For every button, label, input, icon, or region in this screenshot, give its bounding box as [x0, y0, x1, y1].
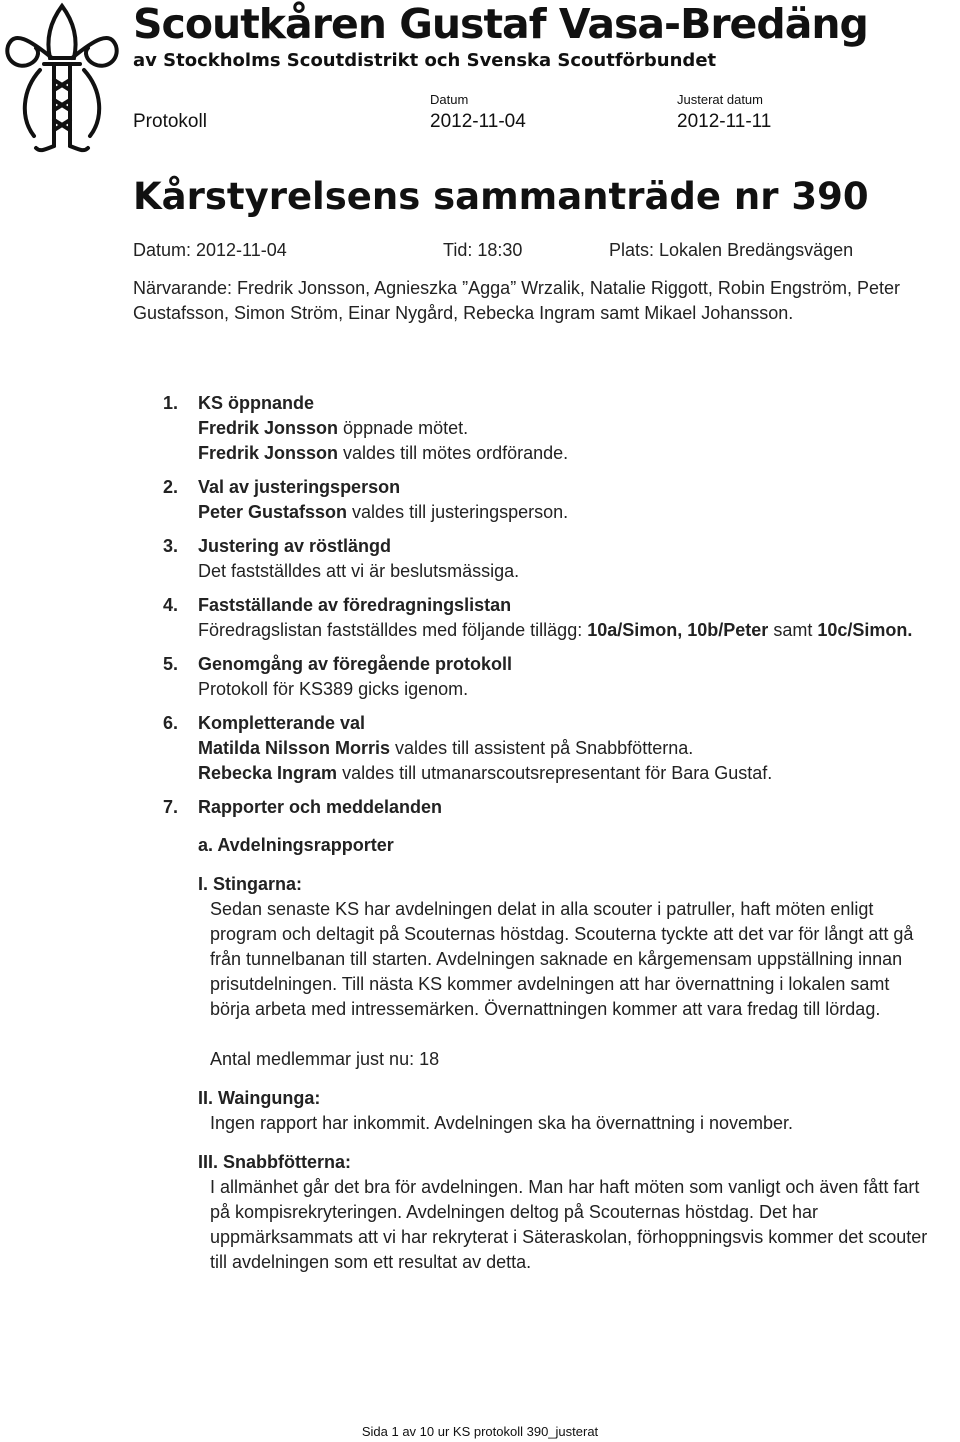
- item-text: öppnade mötet.: [338, 418, 469, 438]
- agenda-item-6: [163, 711, 933, 786]
- page-footer: Sida 1 av 10 ur KS protokoll 390_justerat: [361, 1424, 599, 1439]
- organization-name: Scoutkåren Gustaf Vasa-Bredäng: [133, 0, 868, 48]
- unit-report-text: Sedan senaste KS har avdelningen delat in alla scouter i patruller, haft möten enligt program och deltagit på Scouternas höstdag. Scouterna tyckte att det var för långt att gå från tunnelbanan till starten. Avdelningen saknade en kårgemensam uppställning innan prisutdelningen. Till nästa KS kommer avdelningen att har övernattning i lokalen samt börja arbeta med intressemärken. Övernattningen kommer att vara fredag till lördag.: [210, 899, 914, 1019]
- unit-report-stingarna: [198, 872, 933, 1072]
- item-text: valdes till mötes ordförande.: [338, 443, 569, 463]
- document-title: Kårstyrelsens sammanträde nr 390: [133, 175, 869, 218]
- adjusted-date-value: 2012-11-11: [677, 111, 772, 132]
- item-heading: Rapporter och meddelanden: [198, 797, 443, 817]
- item-text: Protokoll för KS389 gicks igenom.: [198, 679, 469, 699]
- agenda-item-7: [163, 795, 933, 1275]
- person-name: Rebecka Ingram: [198, 763, 338, 783]
- date-label: Datum: [430, 92, 469, 107]
- item-text: samt: [768, 620, 818, 640]
- item-number: 5.: [163, 654, 179, 674]
- unit-report-text: I allmänhet går det bra för avdelningen. Man har haft möten som vanligt och även fått fart på kompisrekryteringen. Avdelningen deltog på Scouternas höstdag. Det har uppmärksammats att vi har rekryterat i Säteraskolan, förhoppningsvis kommer det scouter till avdelningen som ett resultat av detta.: [210, 1177, 928, 1272]
- meeting-date: Datum: 2012-11-04: [133, 240, 287, 260]
- item-line: [198, 761, 933, 786]
- item-text: valdes till justeringsperson.: [347, 502, 569, 522]
- date-value: 2012-11-04: [430, 111, 526, 132]
- meeting-time: Tid: 18:30: [443, 240, 523, 260]
- item-number: 2.: [163, 477, 179, 497]
- item-number: 3.: [163, 536, 179, 556]
- item-number: 4.: [163, 595, 179, 615]
- agenda-item-5: [163, 652, 933, 702]
- person-name: Fredrik Jonsson: [198, 443, 339, 463]
- person-name: Matilda Nilsson Morris: [198, 738, 391, 758]
- document-type: Protokoll: [133, 111, 207, 132]
- item-heading: KS öppnande: [198, 393, 314, 413]
- unit-body: [198, 897, 933, 1072]
- agenda-item-2: [163, 475, 933, 525]
- member-count: Antal medlemmar just nu: 18: [210, 1049, 440, 1069]
- adjusted-date-label: Justerat datum: [677, 92, 763, 107]
- agenda-item-4: [163, 593, 933, 643]
- unit-heading: II. Waingunga:: [198, 1088, 321, 1108]
- unit-body: [198, 1111, 933, 1136]
- unit-report-snabbfotterna: [198, 1150, 933, 1275]
- item-line: [198, 441, 933, 466]
- item-number: 1.: [163, 393, 179, 413]
- item-text: valdes till assistent på Snabbfötterna.: [390, 738, 694, 758]
- agenda-list: [163, 391, 933, 1284]
- item-line: [198, 416, 933, 441]
- item-heading: Val av justeringsperson: [198, 477, 401, 497]
- item-line: [198, 500, 933, 525]
- organization-subtitle: av Stockholms Scoutdistrikt och Svenska Scoutförbundet: [133, 50, 717, 71]
- item-number: 7.: [163, 797, 179, 817]
- item-text: Föredragslistan fastställdes med följande tillägg:: [198, 620, 588, 640]
- fleur-de-lis-emblem-icon: [0, 0, 124, 156]
- item-text: valdes till utmanarscoutsrepresentant för Bara Gustaf.: [337, 763, 773, 783]
- attendees: Närvarande: Fredrik Jonsson, Agnieszka ”Agga” Wrzalik, Natalie Riggott, Robin Engström, Peter Gustafsson, Simon Ström, Einar Nygård, Rebecka Ingram samt Mikael Johansson.: [133, 278, 901, 323]
- agenda-item-1: [163, 391, 933, 466]
- item-text: Det fastställdes att vi är beslutsmässiga.: [198, 561, 520, 581]
- sub-heading: a. Avdelningsrapporter: [198, 835, 394, 855]
- person-name: Fredrik Jonsson: [198, 418, 339, 438]
- item-number: 6.: [163, 713, 179, 733]
- item-heading: Genomgång av föregående protokoll: [198, 654, 513, 674]
- person-name: Peter Gustafsson: [198, 502, 348, 522]
- spacer: [210, 1022, 933, 1047]
- item-heading: Justering av röstlängd: [198, 536, 392, 556]
- unit-heading: I. Stingarna:: [198, 874, 303, 894]
- item-heading: Kompletterande val: [198, 713, 366, 733]
- unit-heading: III. Snabbfötterna:: [198, 1152, 351, 1172]
- unit-report-text: Ingen rapport har inkommit. Avdelningen ska ha övernattning i november.: [210, 1113, 794, 1133]
- item-line: [198, 618, 933, 643]
- unit-body: [198, 1175, 933, 1275]
- meeting-place: Plats: Lokalen Bredängsvägen: [609, 240, 854, 260]
- item-heading: Fastställande av föredragningslistan: [198, 595, 512, 615]
- agenda-item-3: [163, 534, 933, 584]
- unit-report-waingunga: [198, 1086, 933, 1136]
- addition-list: 10a/Simon, 10b/Peter: [587, 620, 769, 640]
- addition-list: 10c/Simon.: [817, 620, 913, 640]
- item-line: [198, 736, 933, 761]
